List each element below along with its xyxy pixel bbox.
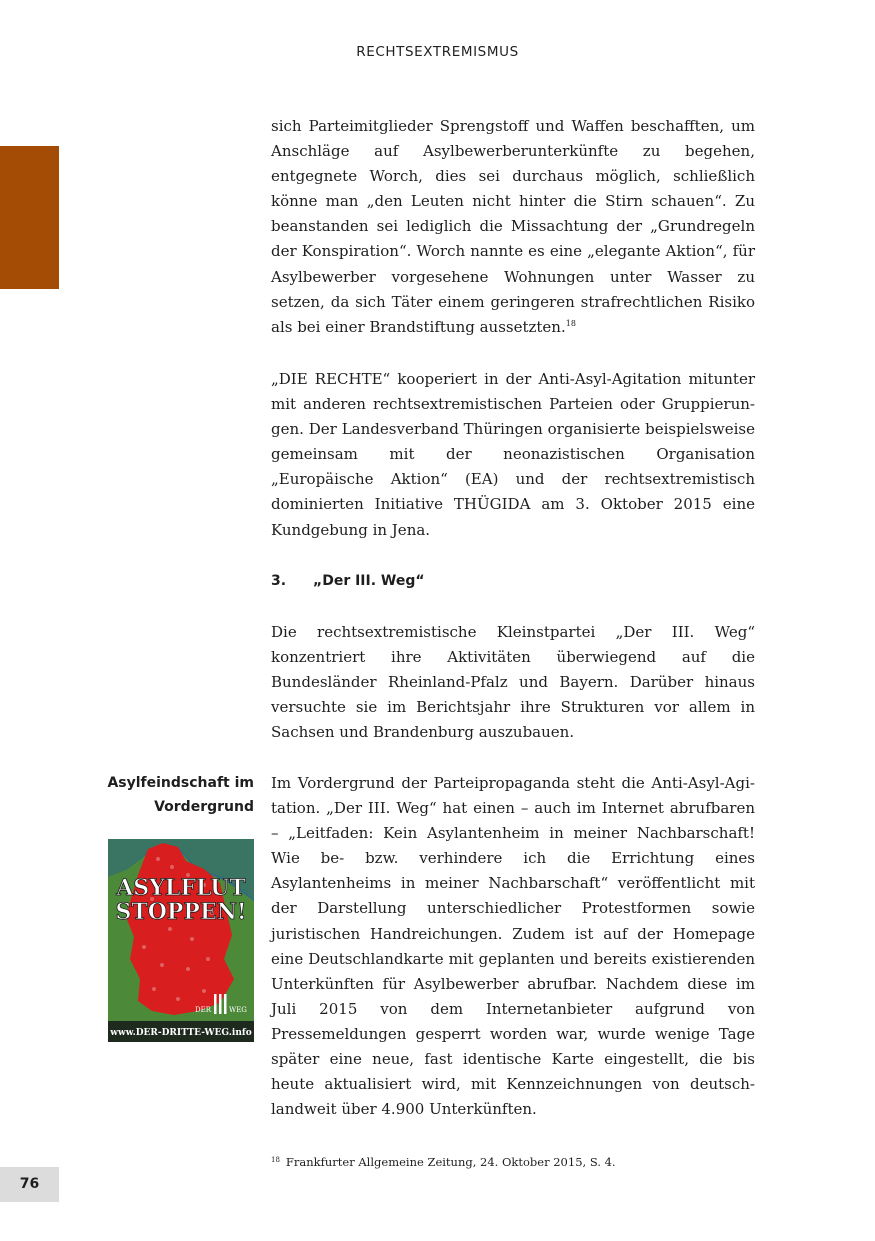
poster-headline-2: STOPPEN!	[115, 899, 247, 925]
section-heading	[271, 570, 755, 592]
paragraph-1	[271, 114, 755, 340]
poster-headline-1: ASYLFLUT	[116, 875, 246, 901]
footnote-ref-18[interactable]: 18	[565, 318, 576, 328]
poster-graphic	[108, 839, 254, 1042]
footnote-mark: 18	[271, 1156, 280, 1164]
marginal-heading-line-1: Asylfeindschaft im	[107, 775, 254, 791]
paragraph-4	[271, 771, 755, 1122]
marginal-heading-line-2: Vordergrund	[154, 799, 254, 815]
footnote	[271, 1152, 755, 1170]
page-number: 76	[0, 1167, 59, 1202]
poster-logo-der: DER	[195, 1006, 211, 1014]
section-title: „Der III. Weg“	[313, 573, 425, 589]
paragraph-3	[271, 620, 755, 745]
paragraph-3-text: Die rechtsextremistische Kleinstpartei „Der III. Weg“ konzentriert ihre Aktivitäten überwiegend auf die Bundesländer Rheinland-Pfalz und Bayern. Darüber hinaus versuchte sie im Berichtsjahr ihre Strukturen vor allem in Sachsen und Brandenburg auszubauen.	[271, 623, 755, 742]
footnote-text: Frankfurter Allgemeine Zeitung, 24. Oktober 2015, S. 4.	[285, 1155, 616, 1169]
section-number: 3.	[271, 573, 287, 589]
chapter-color-tab	[0, 146, 59, 289]
paragraph-2-text: „DIE RECHTE“ kooperiert in der Anti-Asyl-Agitation mitunter mit anderen rechtsextremistischen Parteien oder Gruppierungen. Der Landesverband Thüringen organisierte beispielsweise gemeinsam mit der neonazistischen Organisation „Europäische Aktion“ (EA) und der rechtsextremistisch dominierten Initiative THÜGIDA am 3. Oktober 2015 eine Kundgebung in Jena.	[271, 370, 755, 539]
paragraph-4-text: Im Vordergrund der Parteipropaganda steht die Anti-Asyl-Agitation. „Der III. Weg“ hat einen – auch im Internet abrufbaren – „Leitfaden: Kein Asylantenheim in meiner Nachbarschaft! Wie be- bzw. verhindere ich die Errichtung eines Asylantenheims in meiner Nachbarschaft“ veröffentlicht mit der Darstellung unterschiedlicher Protestformen sowie juristischen Handreichungen. Zudem ist auf der Homepage eine Deutschlandkarte mit geplanten und bereits existierenden Unterkünften für Asylbewerber abrufbar. Nachdem diese im Juli 2015 von dem Internetanbieter aufgrund von Pressemeldungen gesperrt worden war, wurde wenige Tage später eine neue, fast identische Karte eingestellt, die bis heute aktualisiert wird, mit Kennzeichnungen von deutschlandweit über 4.900 Unterkünften.	[271, 774, 755, 1119]
running-head: RECHTSEXTREMISMUS	[356, 44, 519, 60]
poster-image	[108, 839, 254, 1042]
marginal-heading	[100, 771, 254, 819]
paragraph-2	[271, 367, 755, 543]
paragraph-1-text: sich Parteimitglieder Sprengstoff und Waffen beschafften, um Anschläge auf Asylbewerberunterkünfte zu begehen, entgegnete Worch, dies sei durchaus möglich, schließlich könne man „den Leuten nicht hinter die Stirn schauen“. Zu beanstanden sei lediglich die Missachtung der „Grundregeln der Konspiration“. Worch nannte es eine „elegante Aktion“, für Asylbewerber vorgesehene Wohnungen unter Wasser zu setzen, da sich Täter einem geringeren strafrechtlichen Risiko als bei einer Brandstiftung aussetzten.	[271, 117, 755, 336]
poster-logo-weg: WEG	[229, 1006, 247, 1014]
poster-url: www.DER-DRITTE-WEG.info	[110, 1028, 252, 1038]
